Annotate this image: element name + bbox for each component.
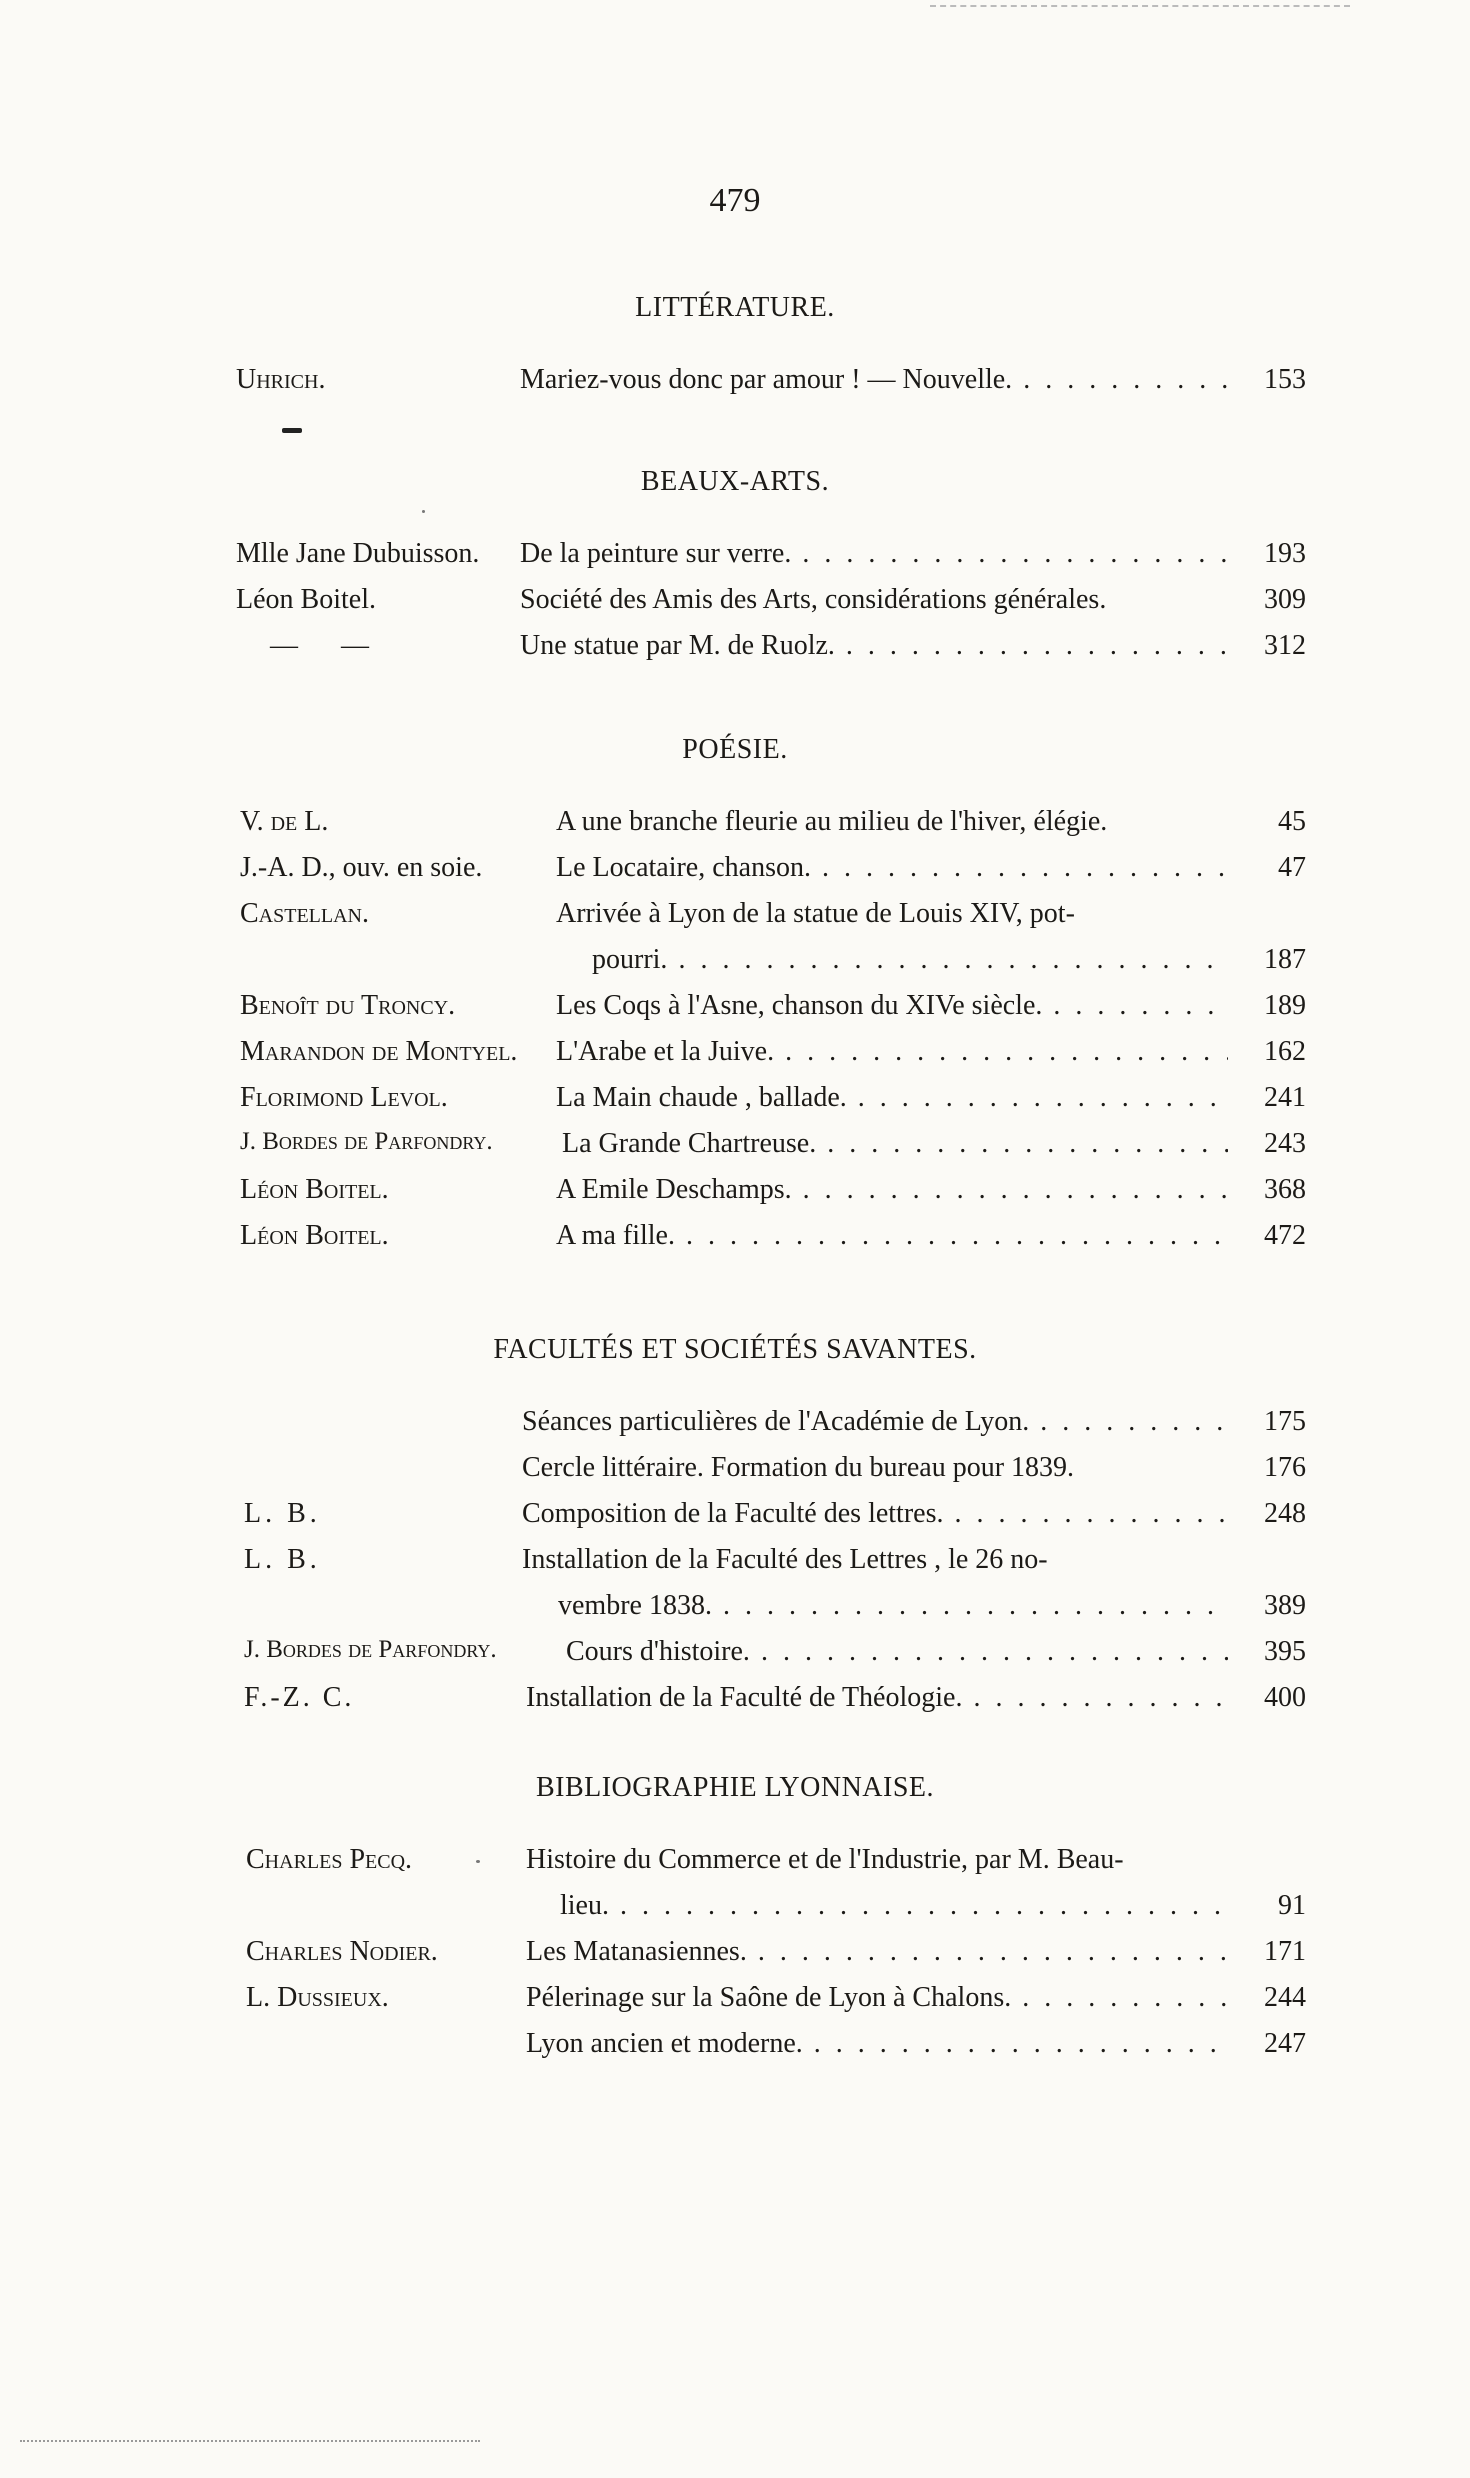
entry-page: 162 bbox=[1264, 1036, 1306, 1067]
index-entry bbox=[0, 1682, 1470, 1728]
entry-title: Installation de la Faculté de Théologie. . . . bbox=[526, 1682, 1228, 1714]
entry-page: 189 bbox=[1264, 990, 1306, 1021]
entry-author: Léon Boitel. bbox=[240, 1174, 389, 1205]
page-number: 479 bbox=[709, 182, 761, 219]
index-entry-continuation bbox=[0, 1890, 1470, 1936]
entry-page: 187 bbox=[1264, 944, 1306, 975]
index-entry bbox=[0, 1174, 1470, 1220]
entry-title: Les Coqs à l'Asne, chanson du XIVe siècle. . . . bbox=[556, 990, 1228, 1022]
entry-title: Une statue par M. de Ruolz. . . . bbox=[520, 630, 1228, 662]
entry-author: Marandon de Montyel. bbox=[240, 1036, 518, 1067]
entry-title: De la peinture sur verre. . . . bbox=[520, 538, 1228, 570]
entry-title: Cours d'histoire. . . . bbox=[566, 1636, 1228, 1668]
entry-page: 47 bbox=[1278, 852, 1306, 883]
index-entry bbox=[0, 538, 1470, 584]
entry-title: Société des Amis des Arts, considérations générales. bbox=[520, 584, 1107, 615]
entry-author: F.-Z. C. bbox=[244, 1682, 355, 1713]
section-heading-litterature: LITTÉRATURE. bbox=[635, 292, 835, 323]
index-entry bbox=[0, 1406, 1470, 1452]
entry-author: V. de L. bbox=[240, 806, 329, 837]
index-entry bbox=[0, 1220, 1470, 1266]
entry-title: La Grande Chartreuse. . . . bbox=[562, 1128, 1228, 1160]
index-entry bbox=[0, 806, 1470, 852]
index-entry bbox=[0, 584, 1470, 630]
entry-title: Composition de la Faculté des lettres. . . . bbox=[522, 1498, 1228, 1530]
entry-author: Charles Nodier. bbox=[246, 1936, 438, 1967]
index-entry-continuation bbox=[0, 944, 1470, 990]
entry-author: J. Bordes de Parfondry. bbox=[240, 1128, 493, 1155]
index-entry bbox=[0, 852, 1470, 898]
entry-author: Benoît du Troncy. bbox=[240, 990, 456, 1021]
entry-title: A une branche fleurie au milieu de l'hiver, élégie. bbox=[556, 806, 1108, 837]
index-entry bbox=[0, 1082, 1470, 1128]
entry-page: 248 bbox=[1264, 1498, 1306, 1529]
entry-title: La Main chaude , ballade. . . . bbox=[556, 1082, 1228, 1114]
index-entry bbox=[0, 630, 1470, 676]
entry-author: Léon Boitel. bbox=[240, 1220, 389, 1251]
index-entry bbox=[0, 1636, 1470, 1682]
entry-page: 45 bbox=[1278, 806, 1306, 837]
entry-title: Le Locataire, chanson. . . . bbox=[556, 852, 1228, 884]
index-entry bbox=[0, 1498, 1470, 1544]
entry-page: 171 bbox=[1264, 1936, 1306, 1967]
entry-author: J. Bordes de Parfondry. bbox=[244, 1636, 497, 1663]
entry-title-continuation: lieu. . . . bbox=[560, 1890, 1228, 1922]
entry-page: 193 bbox=[1264, 538, 1306, 569]
entry-author: L. B. bbox=[244, 1498, 321, 1529]
entry-page: 395 bbox=[1264, 1636, 1306, 1667]
entry-page: 400 bbox=[1264, 1682, 1306, 1713]
entry-author: Uhrich. bbox=[236, 364, 326, 395]
entry-title: Pélerinage sur la Saône de Lyon à Chalons. . . . bbox=[526, 1982, 1228, 2014]
entry-page: 309 bbox=[1264, 584, 1306, 615]
entry-author: J.-A. D., ouv. en soie. bbox=[240, 852, 483, 883]
scan-edge-marks bbox=[20, 2440, 480, 2444]
index-entry bbox=[0, 898, 1470, 944]
index-entry bbox=[0, 990, 1470, 1036]
index-entry bbox=[0, 1036, 1470, 1082]
index-entry bbox=[0, 364, 1470, 410]
entry-page: 312 bbox=[1264, 630, 1306, 661]
entry-title: Les Matanasiennes. . . . bbox=[526, 1936, 1228, 1968]
entry-title: A ma fille. . . . bbox=[556, 1220, 1228, 1252]
entry-page: 243 bbox=[1264, 1128, 1306, 1159]
section-heading-beaux-arts: BEAUX-ARTS. bbox=[640, 466, 830, 497]
entry-page: 247 bbox=[1264, 2028, 1306, 2059]
entry-title-continuation: vembre 1838. . . . bbox=[558, 1590, 1228, 1622]
entry-title: A Emile Deschamps. . . . bbox=[556, 1174, 1228, 1206]
index-entry bbox=[0, 1936, 1470, 1982]
paper-speck bbox=[476, 1860, 480, 1863]
index-entry bbox=[0, 1982, 1470, 2028]
entry-title: Séances particulières de l'Académie de Lyon. . . . bbox=[522, 1406, 1228, 1438]
index-entry-continuation bbox=[0, 1590, 1470, 1636]
printer-mark bbox=[282, 428, 302, 433]
entry-page: 91 bbox=[1278, 1890, 1306, 1921]
index-entry bbox=[0, 1128, 1470, 1174]
index-entry bbox=[0, 1844, 1470, 1890]
entry-page: 244 bbox=[1264, 1982, 1306, 2013]
entry-page: 176 bbox=[1264, 1452, 1306, 1483]
entry-title: Cercle littéraire. Formation du bureau pour 1839. bbox=[522, 1452, 1075, 1483]
entry-author: L. Dussieux. bbox=[246, 1982, 389, 2013]
entry-page: 153 bbox=[1264, 364, 1306, 395]
entry-title: Lyon ancien et moderne. . . . bbox=[526, 2028, 1228, 2060]
entry-author: Florimond Levol. bbox=[240, 1082, 448, 1113]
paper-speck bbox=[422, 510, 425, 513]
entry-title: Mariez-vous donc par amour ! — Nouvelle. . . . bbox=[520, 364, 1228, 396]
entry-author: Charles Pecq. bbox=[246, 1844, 413, 1875]
section-heading-bibliographie: BIBLIOGRAPHIE LYONNAISE. bbox=[535, 1772, 935, 1803]
index-entry bbox=[0, 1544, 1470, 1590]
index-entry bbox=[0, 1452, 1470, 1498]
index-entry bbox=[0, 2028, 1470, 2074]
entry-page: 368 bbox=[1264, 1174, 1306, 1205]
section-heading-poesie: POÉSIE. bbox=[682, 734, 788, 765]
entry-title: Arrivée à Lyon de la statue de Louis XIV, pot- bbox=[556, 898, 1075, 929]
scan-edge-marks bbox=[930, 5, 1350, 9]
section-heading-facultes: FACULTÉS ET SOCIÉTÉS SAVANTES. bbox=[493, 1334, 977, 1365]
entry-author-ditto: — — bbox=[270, 630, 387, 661]
entry-page: 241 bbox=[1264, 1082, 1306, 1113]
entry-title-continuation: pourri. . . . bbox=[592, 944, 1228, 976]
entry-page: 472 bbox=[1264, 1220, 1306, 1251]
entry-author: L. B. bbox=[244, 1544, 321, 1575]
entry-author: Léon Boitel. bbox=[236, 584, 376, 615]
entry-author: Castellan. bbox=[240, 898, 369, 929]
entry-page: 175 bbox=[1264, 1406, 1306, 1437]
entry-title: L'Arabe et la Juive. . . . bbox=[556, 1036, 1228, 1068]
entry-author: Mlle Jane Dubuisson. bbox=[236, 538, 480, 569]
entry-page: 389 bbox=[1264, 1590, 1306, 1621]
entry-title: Installation de la Faculté des Lettres , le 26 no- bbox=[522, 1544, 1048, 1575]
entry-title: Histoire du Commerce et de l'Industrie, par M. Beau- bbox=[526, 1844, 1124, 1875]
